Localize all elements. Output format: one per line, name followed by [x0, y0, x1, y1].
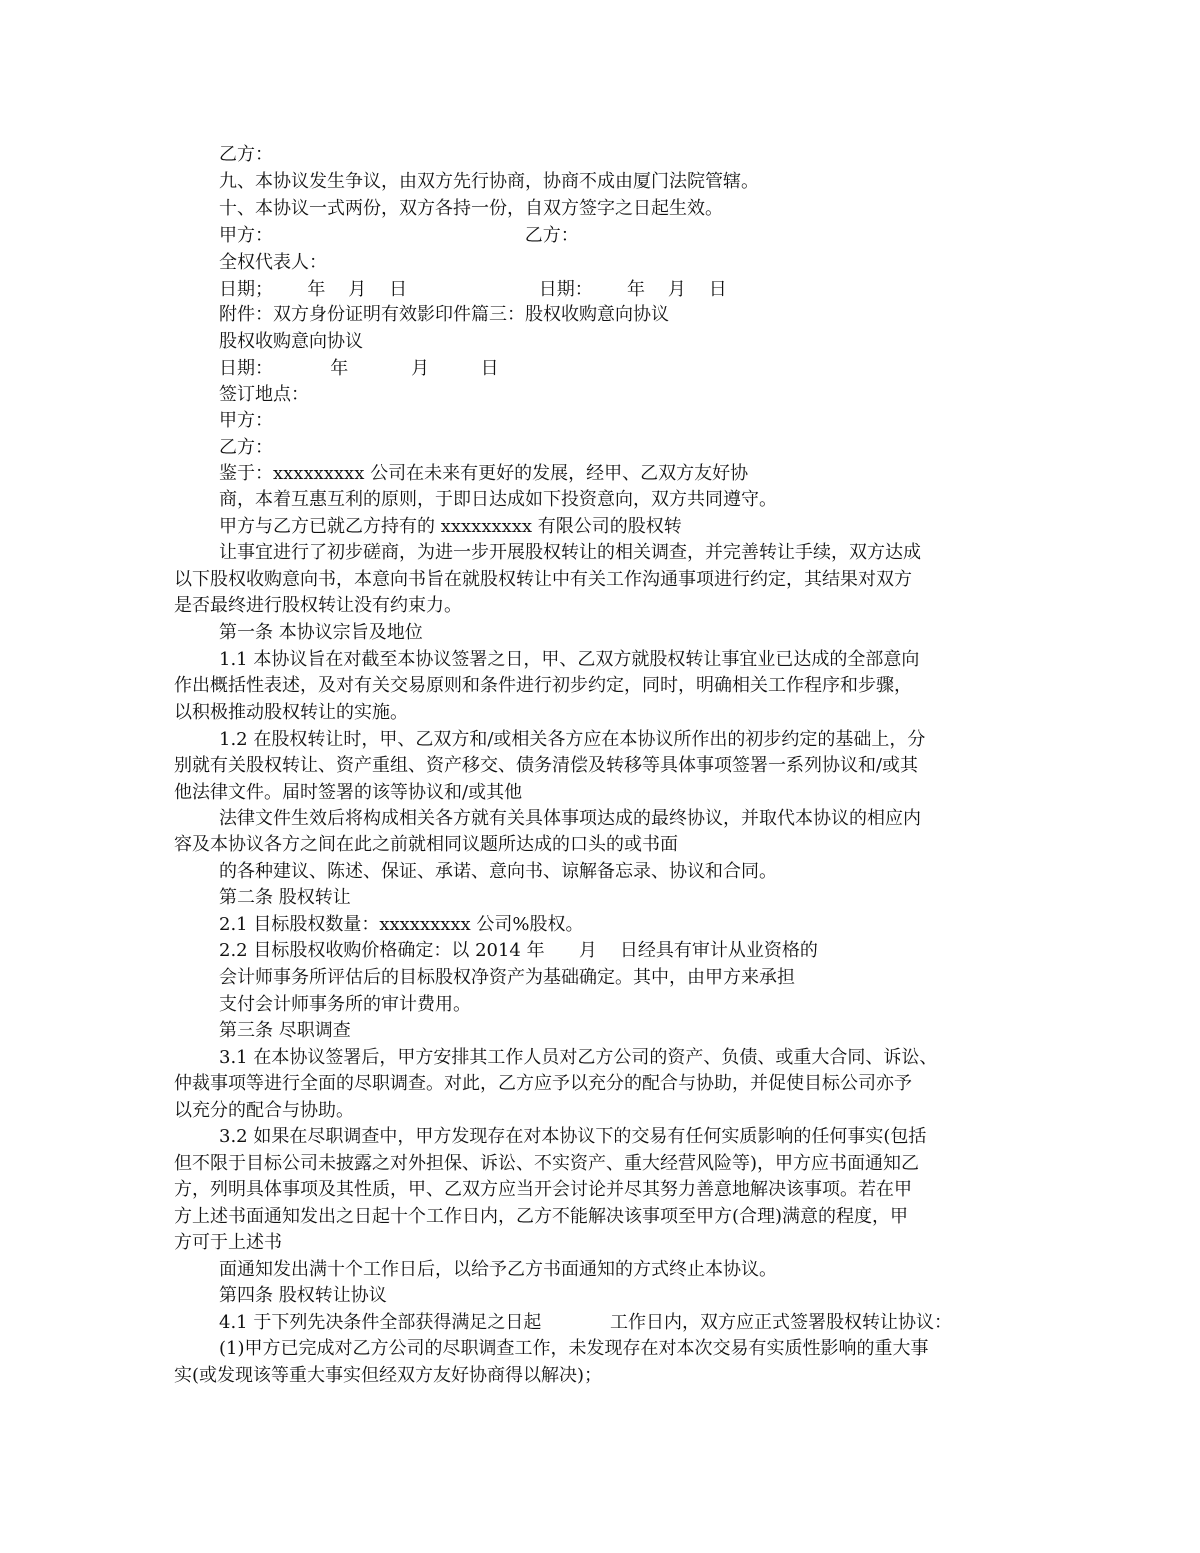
text-line: 容及本协议各方之间在此之前就相同议题所达成的口头的或书面 [174, 834, 678, 855]
text-line: 别就有关股权转让、资产重组、资产移交、债务清偿及转移等具体事项签署一系列协议和/或其 [174, 755, 919, 776]
text-line: 日期： 年 月 日 [219, 358, 499, 379]
text-line: 法律文件生效后将构成相关各方就有关具体事项达成的最终协议，并取代本协议的相应内 [219, 808, 921, 829]
text-line: 3.1 在本协议签署后，甲方安排其工作人员对乙方公司的资产、负债、或重大合同、诉讼、 [219, 1047, 938, 1068]
text-line: 支付会计师事务所的审计费用。 [219, 994, 471, 1015]
text-line: 乙方： [219, 144, 273, 165]
text-line: 1.2 在股权转让时，甲、乙双方和/或相关各方应在本协议所作出的初步约定的基础上，分 [219, 729, 926, 750]
text-line: 方，列明具体事项及其性质，甲、乙双方应当开会讨论并尽其努力善意地解决该事项。若在甲 [174, 1179, 912, 1200]
text-line: 以积极推动股权转让的实施。 [174, 702, 408, 723]
text-line: 方上述书面通知发出之日起十个工作日内，乙方不能解决该事项至甲方(合理)满意的程度，甲 [174, 1206, 909, 1227]
text-line: 的各种建议、陈述、保证、承诺、意向书、谅解备忘录、协议和合同。 [219, 861, 777, 882]
text-line: 但不限于目标公司未披露之对外担保、诉讼、不实资产、重大经营风险等)，甲方应书面通知乙 [174, 1153, 920, 1174]
text-line: 以充分的配合与协助。 [174, 1100, 354, 1121]
text-line: 让事宜进行了初步磋商，为进一步开展股权转让的相关调查，并完善转让手续，双方达成 [219, 542, 921, 563]
text-line: 是否最终进行股权转让没有约束力。 [174, 595, 462, 616]
text-line: 会计师事务所评估后的目标股权净资产为基础确定。其中，由甲方来承担 [219, 967, 795, 988]
text-line: 十、本协议一式两份，双方各持一份，自双方签字之日起生效。 [219, 198, 723, 219]
text-line: 1.1 本协议旨在对截至本协议签署之日，甲、乙双方就股权转让事宜业已达成的全部意向 [219, 649, 920, 670]
text-line: 第二条 股权转让 [219, 887, 351, 908]
text-line: 附件：双方身份证明有效影印件篇三：股权收购意向协议 [219, 304, 669, 325]
text-line: 2.2 目标股权收购价格确定：以 2014 年 月 日经具有审计从业资格的 [219, 940, 818, 961]
text-line: 面通知发出满十个工作日后，以给予乙方书面通知的方式终止本协议。 [219, 1259, 777, 1280]
text-line: 以下股权收购意向书，本意向书旨在就股权转让中有关工作沟通事项进行约定，其结果对双方 [174, 569, 912, 590]
text-line: 3.2 如果在尽职调查中，甲方发现存在对本协议下的交易有任何实质影响的任何事实(包括 [219, 1126, 927, 1147]
text-line: 全权代表人： [219, 252, 327, 273]
text-line: 2.1 目标股权数量：xxxxxxxxx 公司%股权。 [219, 914, 584, 935]
text-line: 日期； 年 月 日 日期： 年 月 日 [219, 279, 727, 300]
text-line: 甲方与乙方已就乙方持有的 xxxxxxxxx 有限公司的股权转 [219, 516, 682, 537]
text-line: (1)甲方已完成对乙方公司的尽职调查工作，未发现存在对本次交易有实质性影响的重大事 [219, 1338, 929, 1359]
text-line: 九、本协议发生争议，由双方先行协商，协商不成由厦门法院管辖。 [219, 171, 759, 192]
text-line: 商，本着互惠互利的原则，于即日达成如下投资意向，双方共同遵守。 [219, 489, 777, 510]
text-line: 第三条 尽职调查 [219, 1020, 351, 1041]
text-line: 第四条 股权转让协议 [219, 1285, 387, 1306]
text-line: 签订地点： [219, 384, 309, 405]
text-line: 实(或发现该等重大事实但经双方友好协商得以解决)； [174, 1365, 603, 1386]
text-line: 作出概括性表述，及对有关交易原则和条件进行初步约定，同时，明确相关工作程序和步骤， [174, 675, 912, 696]
text-line: 鉴于：xxxxxxxxx 公司在未来有更好的发展，经甲、乙双方友好协 [219, 463, 749, 484]
text-line: 仲裁事项等进行全面的尽职调查。对此，乙方应予以充分的配合与协助，并促使目标公司亦予 [174, 1073, 912, 1094]
text-line: 甲方： 乙方： [219, 225, 579, 246]
text-line: 乙方： [219, 437, 273, 458]
text-line: 第一条 本协议宗旨及地位 [219, 622, 423, 643]
text-line: 方可于上述书 [174, 1232, 282, 1253]
text-line: 甲方： [219, 410, 273, 431]
text-line: 4.1 于下列先决条件全部获得满足之日起 工作日内，双方应正式签署股权转让协议： [219, 1312, 953, 1333]
text-line: 股权收购意向协议 [219, 331, 363, 352]
text-line: 他法律文件。届时签署的该等协议和/或其他 [174, 782, 523, 803]
